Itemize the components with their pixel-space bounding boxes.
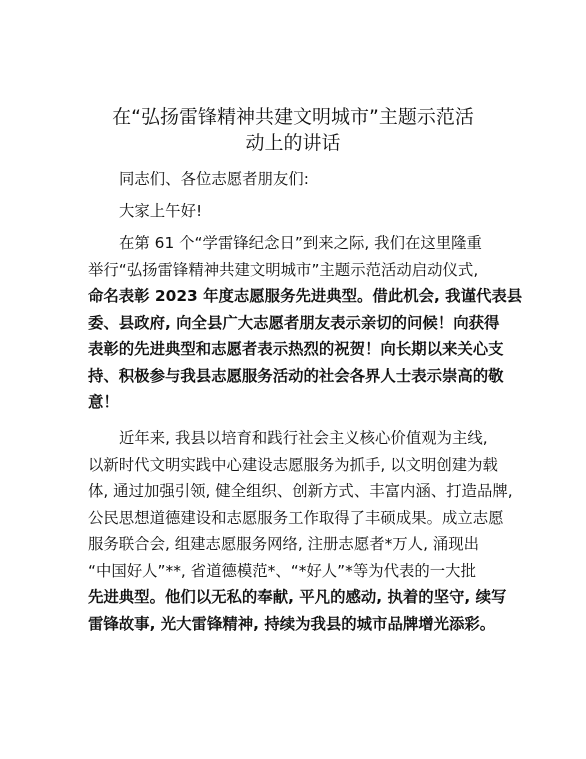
paragraph-line: 委、县政府, 向全县广大志愿者朋友表示亲切的问候！向获得 [88,313,500,332]
paragraph-line: 先进典型。他们以无私的奉献, 平凡的感动, 执着的坚守, 续写 [88,588,507,606]
greeting-text: 同志们、各位志愿者朋友们: [119,170,309,188]
paragraph-line: 举行“弘扬雷锋精神共建文明城市”主题示范活动启动仪式, [88,260,479,279]
paragraph-line: 公民思想道德建设和志愿服务工作取得了丰硕成果。成立志愿 [88,508,504,527]
paragraph-line: 服务联合会, 组建志愿服务网络, 注册志愿者*万人, 涌现出 [88,535,480,553]
greeting-paragraph [88,166,528,193]
paragraph-line: 近年来, 我县以培育和践行社会主义核心价值观为主线, [119,429,488,447]
paragraph-line: 表彰的先进典型和志愿者表示热烈的祝贺！向长期以来关心支 [88,340,504,358]
salutation-text: 大家上午好! [119,202,203,220]
body-paragraph-2 [88,425,528,637]
document-title-line-1: 在“弘扬雷锋精神共建文明城市”主题示范活 [112,106,474,128]
paragraph-line: “中国好人”**, 省道德模范*、“*好人”*等为代表的一大批 [88,561,476,580]
paragraph-line: 意！ [88,393,119,411]
paragraph-line: 雷锋故事, 光大雷锋精神, 持续为我县的城市品牌增光添彩。 [88,614,496,633]
salutation-paragraph [88,198,528,225]
paragraph-line: 体, 通过加强引领, 健全组织、创新方式、丰富内涵、打造品牌, [88,482,513,500]
paragraph-line: 在第 61 个“学雷锋纪念日”到来之际, 我们在这里隆重 [119,234,482,252]
body-paragraph-1 [88,230,528,416]
paragraph-line: 命名表彰 2023 年度志愿服务先进典型。借此机会, 我谨代表县 [88,287,523,305]
document-title-line-2: 动上的讲话 [245,132,341,154]
paragraph-line: 以新时代文明实践中心建设志愿服务为抓手, 以文明创建为载 [88,455,498,474]
paragraph-line: 持、积极参与我县志愿服务活动的社会各界人士表示崇高的敬 [88,366,504,385]
